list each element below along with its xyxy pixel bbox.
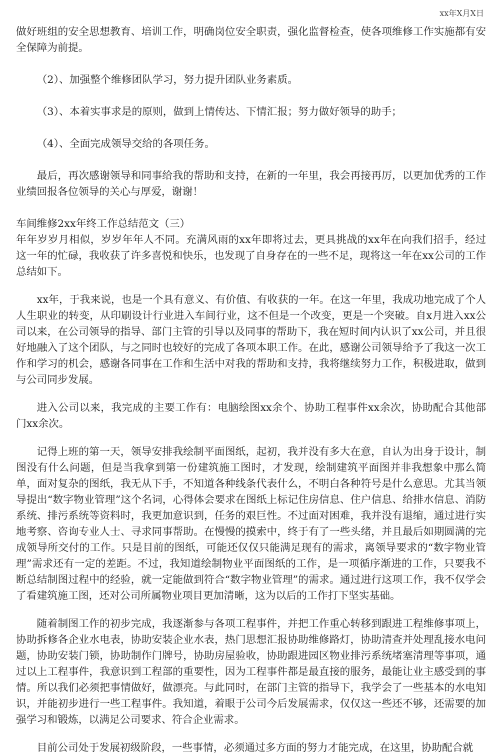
paragraph-engineering: 随着制图工作的初步完成，我逐渐参与各项工程事件，并把工作重心转移到跟进工程维修事项上，协助拆修各企业水电表，协助安装企业水表，热门思想汇报协助维修路灯，协助清查并处理乱接水电问题，协助安装门锁，协助制作门牌号，协助房屋验收，协助跟进园区物业排污系统堵塞清理等事项，通过以上工程事件，我意识到工程部的重要性，因为工程事件都是最直接的服务，最能让业主感受到的事情。所以我们必须把事情做好，做漂亮。与此同时，在部门主管的指导下，我学会了一些基本的水电知识，并能初步进行一些工程事件。我知道，着眼于公司今后发展需求，仅仅这一些还不够，还需要的加强学习和锻炼，以满足公司要求、符合企业需求。 [16,618,486,726]
paragraph-year-summary: xx年，于我来说，也是一个具有意义、有价值、有收获的一年。在这一年里，我成功地完成了个人人生职业的转变，从印刷设计行业进入车间行业，这不但是一个改变，更是一个突破。自x月进入xx公司以来，在公司领导的指导、部门主管的引导以及同事的帮助下，我在短时间内认识了xx公司，并且很好地融入了这个团队，与之同时也较好的完成了各项本职工作。在此，感谢公司领导给予了我这一次工作和学习的机会，感谢各同事在工作和生活中对我的帮助和支持，我将继续努力工作，积极进取，做到与公司同步发展。 [16,294,486,386]
paragraph-intro: 年年岁岁月相似，岁岁年年人不同。充满风雨的xx年即将过去，更具挑战的xx年在向我们招手，经过这一年的忙碌，我收获了许多喜悦和快乐，也发现了自身存在的一些不足，现将这一年在xx公司的工作总结如下。 [16,234,486,278]
document-body [16,24,486,756]
list-item-2: （2）、加强整个维修团队学习，努力提升团队业务素质。 [36,74,298,86]
paragraph-main-work: 进入公司以来，我完成的主要工作有：电脑绘图xx余个、协助工程事件xx余次，协助配合其他部门xx余次。 [16,402,486,430]
list-item-4: （4）、全面完成领导交给的各项任务。 [36,138,215,150]
paragraph-development: 目前公司处于发展初级阶段，一些事情，必须通过多方面的努力才能完成，在这里，协助配合就 [36,742,474,754]
header-date: xx年X月X日 [439,9,484,18]
paragraph-safety: 做好班组的安全思想教育、培训工作，明确岗位安全职责，强化监督检查，使各项维修工作实施都有安全保障为前提。 [16,26,486,54]
list-item-3: （3）、本着实事求是的原则，做到上情传达、下情汇报；努力做好领导的助手； [36,106,402,118]
paragraph-drawing: 记得上班的第一天，领导安排我绘制平面图纸，起初，我并没有多大在意，自认为出身于设计，制图没有什么问题，但是当我拿到第一份建筑施工图时，才发现，绘制建筑平面图并非我想象中那么简单，面对复杂的图纸，我无从下手，不知道各种线条代表什么，不明白各种符号是什么意思。尤其当领导提出“数字物业管理”这个名词，心得体会要求在图纸上标记住房信息、住户信息、给排水信息、消防系统、排污系统等资料时，我更加意识到，任务的艰巨性。不过面对困难，我并没有退缩，通过进行实地考察、咨询专业人士、寻求同事帮助。在慢慢的摸索中，终于有了一些头绪，并且最后如期圆满的完成领导所交付的工作。只是目前的图纸，可能还仅仅只能满足现有的需求，离领导要求的“数字物业管理”需求还有一定的差距。不过，我知道绘制物业平面图纸的工作，是一项循序渐进的工作，只要我不断总结制图过程中的经验，就一定能做到符合“数字物业管理”的需求。通过进行这项工作，我不仅学会了看建筑施工图，还对公司所属物业项目更加清晰，这为以后的工作打下坚实基础。 [16,446,486,602]
paragraph-thanks: 最后，再次感谢领导和同事给我的帮助和支持，在新的一年里，我会再接再厉，以更加优秀的工作业绩回报各位领导的关心与厚爱，谢谢！ [16,170,486,198]
section-heading: 车间维修2xx年终工作总结范文（三） [16,218,191,230]
